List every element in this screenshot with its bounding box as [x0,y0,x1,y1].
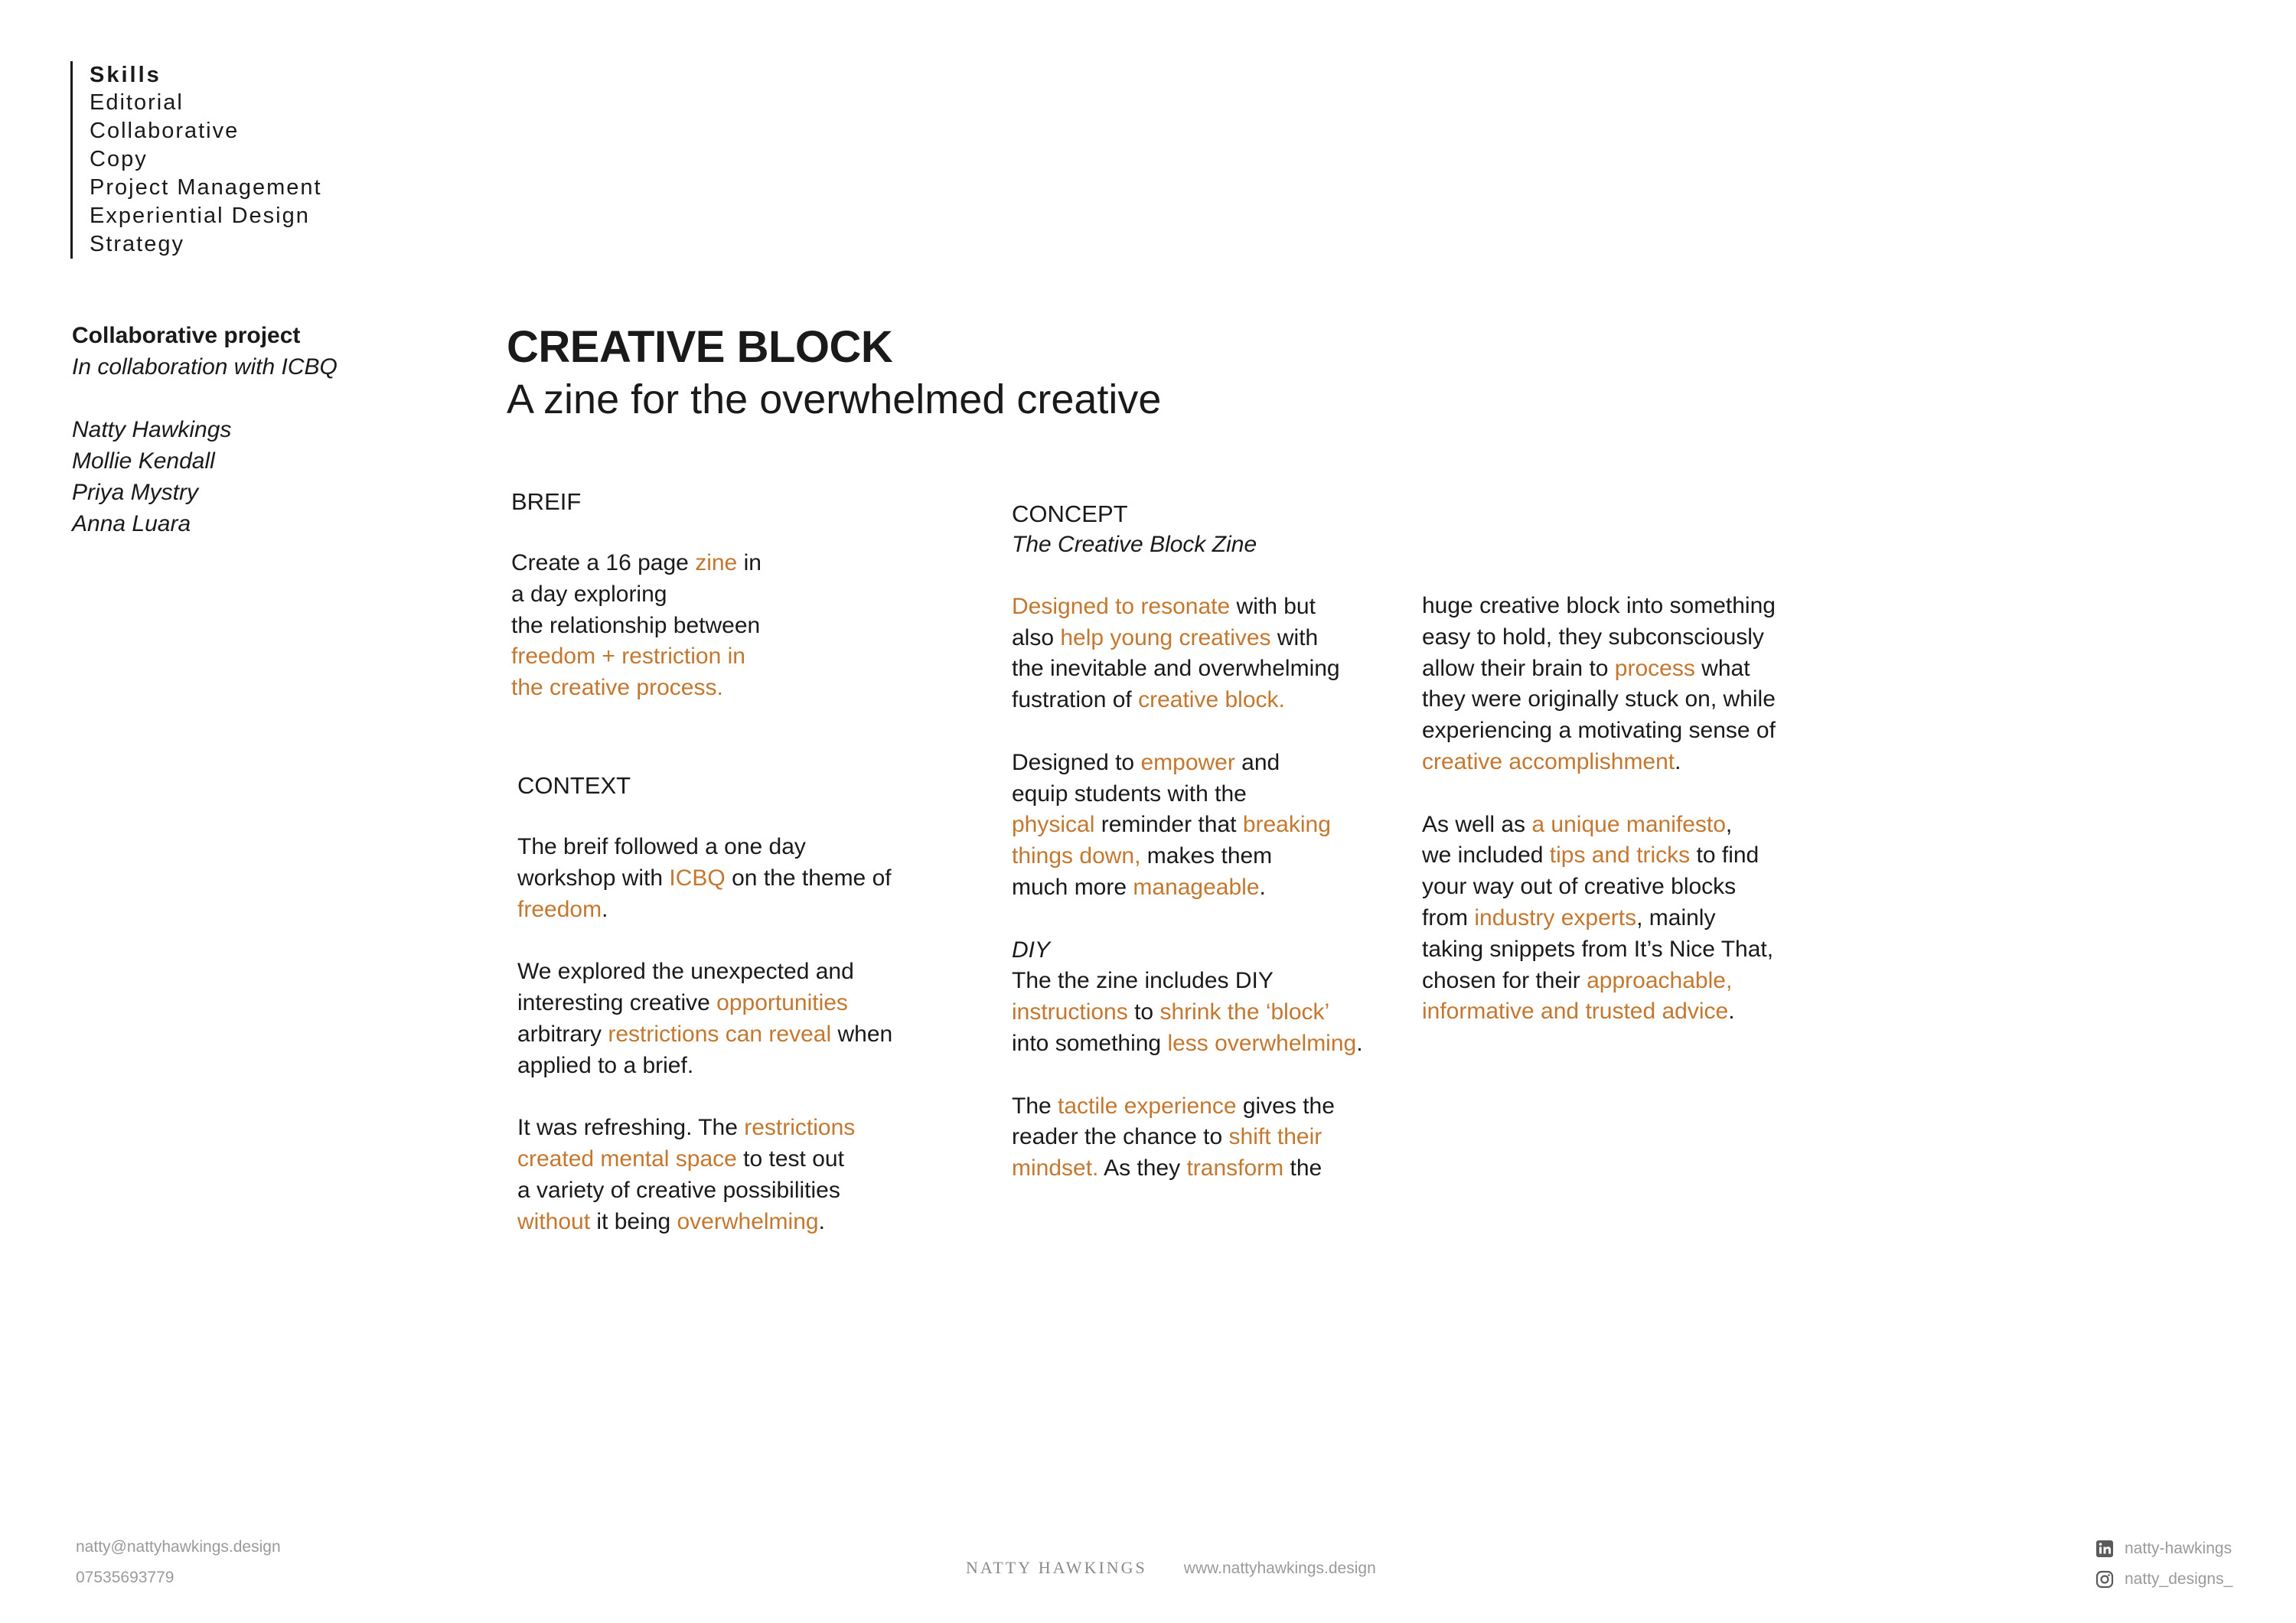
brief-body [511,548,762,704]
text-line [1422,653,1776,685]
project-info [72,320,338,539]
collaboration-note: In collaboration with ICBQ [72,354,338,380]
body-text: on the theme of [725,865,892,891]
text-line [1012,779,1363,810]
text-line [1012,1028,1363,1060]
concept-section [1012,498,1363,1185]
text-line [1422,872,1776,903]
body-text: applied to a brief. [517,1052,694,1078]
text-line [1012,904,1363,935]
text-line [1012,935,1363,966]
text-line [517,1144,892,1175]
body-text: makes them [1140,843,1273,869]
page-subtitle: A zine for the overwhelmed creative [507,376,1162,422]
text-line [1422,903,1776,934]
text-line [1012,716,1363,748]
text-line [1422,810,1776,841]
body-text: allow their brain to [1422,655,1615,681]
text-line [517,863,892,895]
skill-item: Collaborative [90,119,240,143]
body-text: with [1270,624,1319,650]
text-line [1012,1060,1363,1091]
body-text: a day exploring [511,581,667,607]
body-text: in [737,550,762,575]
text-line [511,548,762,579]
body-text: reminder that [1094,812,1243,838]
highlight-text: created mental space [517,1146,737,1172]
brand-logo: NATTY HAWKINGS [966,1558,1147,1577]
highlight-text: creative accomplishment [1422,748,1675,774]
page-header [507,320,1161,424]
skill-item: Project Management [90,175,322,200]
text-line [1012,1091,1363,1123]
body-text: chosen for their [1422,967,1587,993]
skill-item: Experiential Design [90,204,310,228]
highlight-text: approachable, [1587,967,1733,993]
body-text: into something [1012,1030,1168,1056]
highlight-text: shrink the ‘block’ [1159,999,1330,1025]
page-title: CREATIVE BLOCK [507,322,893,372]
body-text: . [1675,748,1681,774]
highlight-text: things down, [1012,843,1141,869]
text-line [1422,840,1776,872]
brief-section [511,486,762,704]
text-line [1012,748,1363,779]
body-text: , mainly [1636,904,1716,930]
text-line [1012,623,1363,654]
highlight-text: overwhelming [677,1208,819,1234]
text-line [1422,996,1776,1028]
footer-contact [76,1532,281,1593]
body-text: much more [1012,874,1133,900]
highlight-text: process [1614,655,1695,681]
text-line [1422,747,1776,778]
body-text: . [1259,874,1266,900]
highlight-text: tactile experience [1058,1093,1237,1119]
footer-social [2095,1533,2232,1595]
team-member: Natty Hawkings [72,417,232,442]
footer-brand [966,1558,1376,1578]
highlight-text: without [517,1208,591,1234]
body-text: when [831,1021,893,1047]
text-line [1012,653,1363,685]
body-text: what [1694,655,1750,681]
text-line [1422,934,1776,966]
email-link[interactable]: natty@nattyhawkings.design [76,1538,281,1556]
body-text: from [1422,904,1475,930]
highlight-text: zine [695,550,738,575]
text-line [517,1051,892,1082]
text-line [517,832,892,863]
text-line [1422,778,1776,810]
body-text: equip students with the [1012,781,1247,807]
highlight-text: freedom + restriction in [511,644,745,670]
body-text: the inevitable and overwhelming [1012,656,1340,682]
skills-section [70,61,322,259]
body-text: Designed to [1012,749,1141,775]
body-text: huge creative block into something [1422,593,1776,618]
text-line [511,611,762,642]
skill-item: Strategy [90,232,184,256]
highlight-text: mindset. [1012,1155,1099,1181]
skill-item: Editorial [90,90,184,115]
text-line [511,579,762,611]
highlight-text: restrictions [744,1115,856,1141]
linkedin-link[interactable] [2095,1533,2232,1564]
text-line [517,895,892,926]
highlight-text: ICBQ [669,865,726,891]
highlight-text: Designed to resonate [1012,593,1231,619]
highlight-text: a unique manifesto [1531,811,1726,837]
brief-title: BREIF [511,488,582,515]
linkedin-handle: natty-hawkings [2125,1540,2232,1557]
body-text: taking snippets from It’s Nice That, [1422,936,1774,962]
body-text: we included [1422,842,1550,869]
body-text: fustration of [1012,687,1139,713]
team-member: Mollie Kendall [72,448,215,474]
website-link[interactable]: www.nattyhawkings.design [1183,1559,1376,1577]
highlight-text: empower [1140,749,1235,775]
text-line [511,673,762,704]
highlight-text: industry experts [1474,904,1637,930]
concept-subtitle: The Creative Block Zine [1012,532,1257,557]
highlight-text: restrictions can reveal [608,1021,832,1047]
text-line [1012,1122,1363,1153]
skill-item: Copy [90,147,148,171]
body-text: your way out of creative blocks [1422,874,1737,900]
concept-body-continued [1422,591,1776,1028]
body-text: As well as [1422,811,1532,837]
body-text: DIY [1012,937,1051,963]
text-line [1422,966,1776,997]
instagram-link[interactable] [2095,1564,2232,1595]
team-member: Priya Mystry [72,480,198,505]
body-text: experiencing a motivating sense of [1422,718,1776,744]
text-line [1422,684,1776,715]
body-text: to [1127,999,1160,1025]
body-text: The [1012,1093,1058,1119]
text-line [517,957,892,988]
text-line [517,1175,892,1207]
body-text: It was refreshing. The [517,1115,745,1141]
highlight-text: transform [1186,1155,1284,1181]
skills-title: Skills [90,63,161,87]
highlight-text: opportunities [716,989,848,1015]
body-text: with but [1230,593,1316,619]
body-text: also [1012,624,1061,650]
highlight-text: informative and trusted advice [1422,999,1729,1025]
text-line [1422,622,1776,653]
body-text: . [1356,1030,1363,1056]
text-line [1012,592,1363,623]
body-text: a variety of creative possibilities [517,1177,840,1203]
body-text: interesting creative [517,989,717,1015]
context-title: CONTEXT [517,772,631,799]
linkedin-icon [2095,1540,2114,1558]
team-member: Anna Luara [72,511,191,536]
body-text: arbitrary [517,1021,608,1047]
body-text: . [602,896,608,922]
highlight-text: instructions [1012,999,1128,1025]
highlight-text: shift their [1228,1124,1322,1150]
text-line [1012,966,1363,997]
body-text: The breif followed a one day [517,834,806,859]
highlight-text: the creative process. [511,675,723,701]
highlight-text: help young creatives [1060,624,1271,650]
concept-title: CONCEPT [1012,500,1128,527]
body-text: the relationship between [511,612,761,638]
text-line [517,1207,892,1238]
body-text: to find [1690,842,1760,869]
concept-body-col2 [1422,591,1776,1028]
text-line [517,925,892,957]
text-line [517,1019,892,1051]
body-text: The the zine includes DIY [1012,968,1274,994]
text-line [1012,997,1363,1028]
text-line [1422,591,1776,622]
body-text: reader the chance to [1012,1124,1229,1150]
text-line [1012,1153,1363,1185]
body-text: and [1234,749,1280,775]
body-text: it being [590,1208,677,1234]
highlight-text: creative block. [1138,687,1285,713]
text-line [1422,715,1776,747]
body-text: workshop with [517,865,670,891]
body-text: . [818,1208,825,1234]
highlight-text: breaking [1242,812,1331,838]
body-text: gives the [1236,1093,1335,1119]
highlight-text: tips and tricks [1549,842,1691,869]
highlight-text: freedom [517,896,602,922]
context-section [517,770,892,1237]
highlight-text: physical [1012,812,1095,838]
body-text: As they [1098,1155,1187,1181]
text-line [1012,841,1363,872]
body-text: easy to hold, they subconsciously [1422,624,1764,650]
text-line [1012,685,1363,716]
body-text: , [1725,811,1733,837]
text-line [1012,810,1363,841]
body-text: We explored the unexpected and [517,959,854,985]
body-text: the [1283,1155,1322,1181]
body-text: to test out [736,1146,844,1172]
context-body [517,832,892,1237]
text-line [517,1113,892,1144]
instagram-handle: natty_designs_ [2125,1570,2233,1588]
text-line [1012,872,1363,904]
highlight-text: manageable [1133,874,1260,900]
text-line [517,1081,892,1113]
body-text: they were originally stuck on, while [1422,686,1776,712]
body-text: . [1728,999,1735,1025]
project-type: Collaborative project [72,323,301,348]
phone-number: 07535693779 [76,1569,174,1586]
concept-body [1012,592,1363,1185]
instagram-icon [2095,1570,2114,1589]
text-line [511,641,762,673]
highlight-text: less overwhelming [1167,1030,1357,1056]
text-line [517,988,892,1019]
body-text: Create a 16 page [511,550,696,575]
